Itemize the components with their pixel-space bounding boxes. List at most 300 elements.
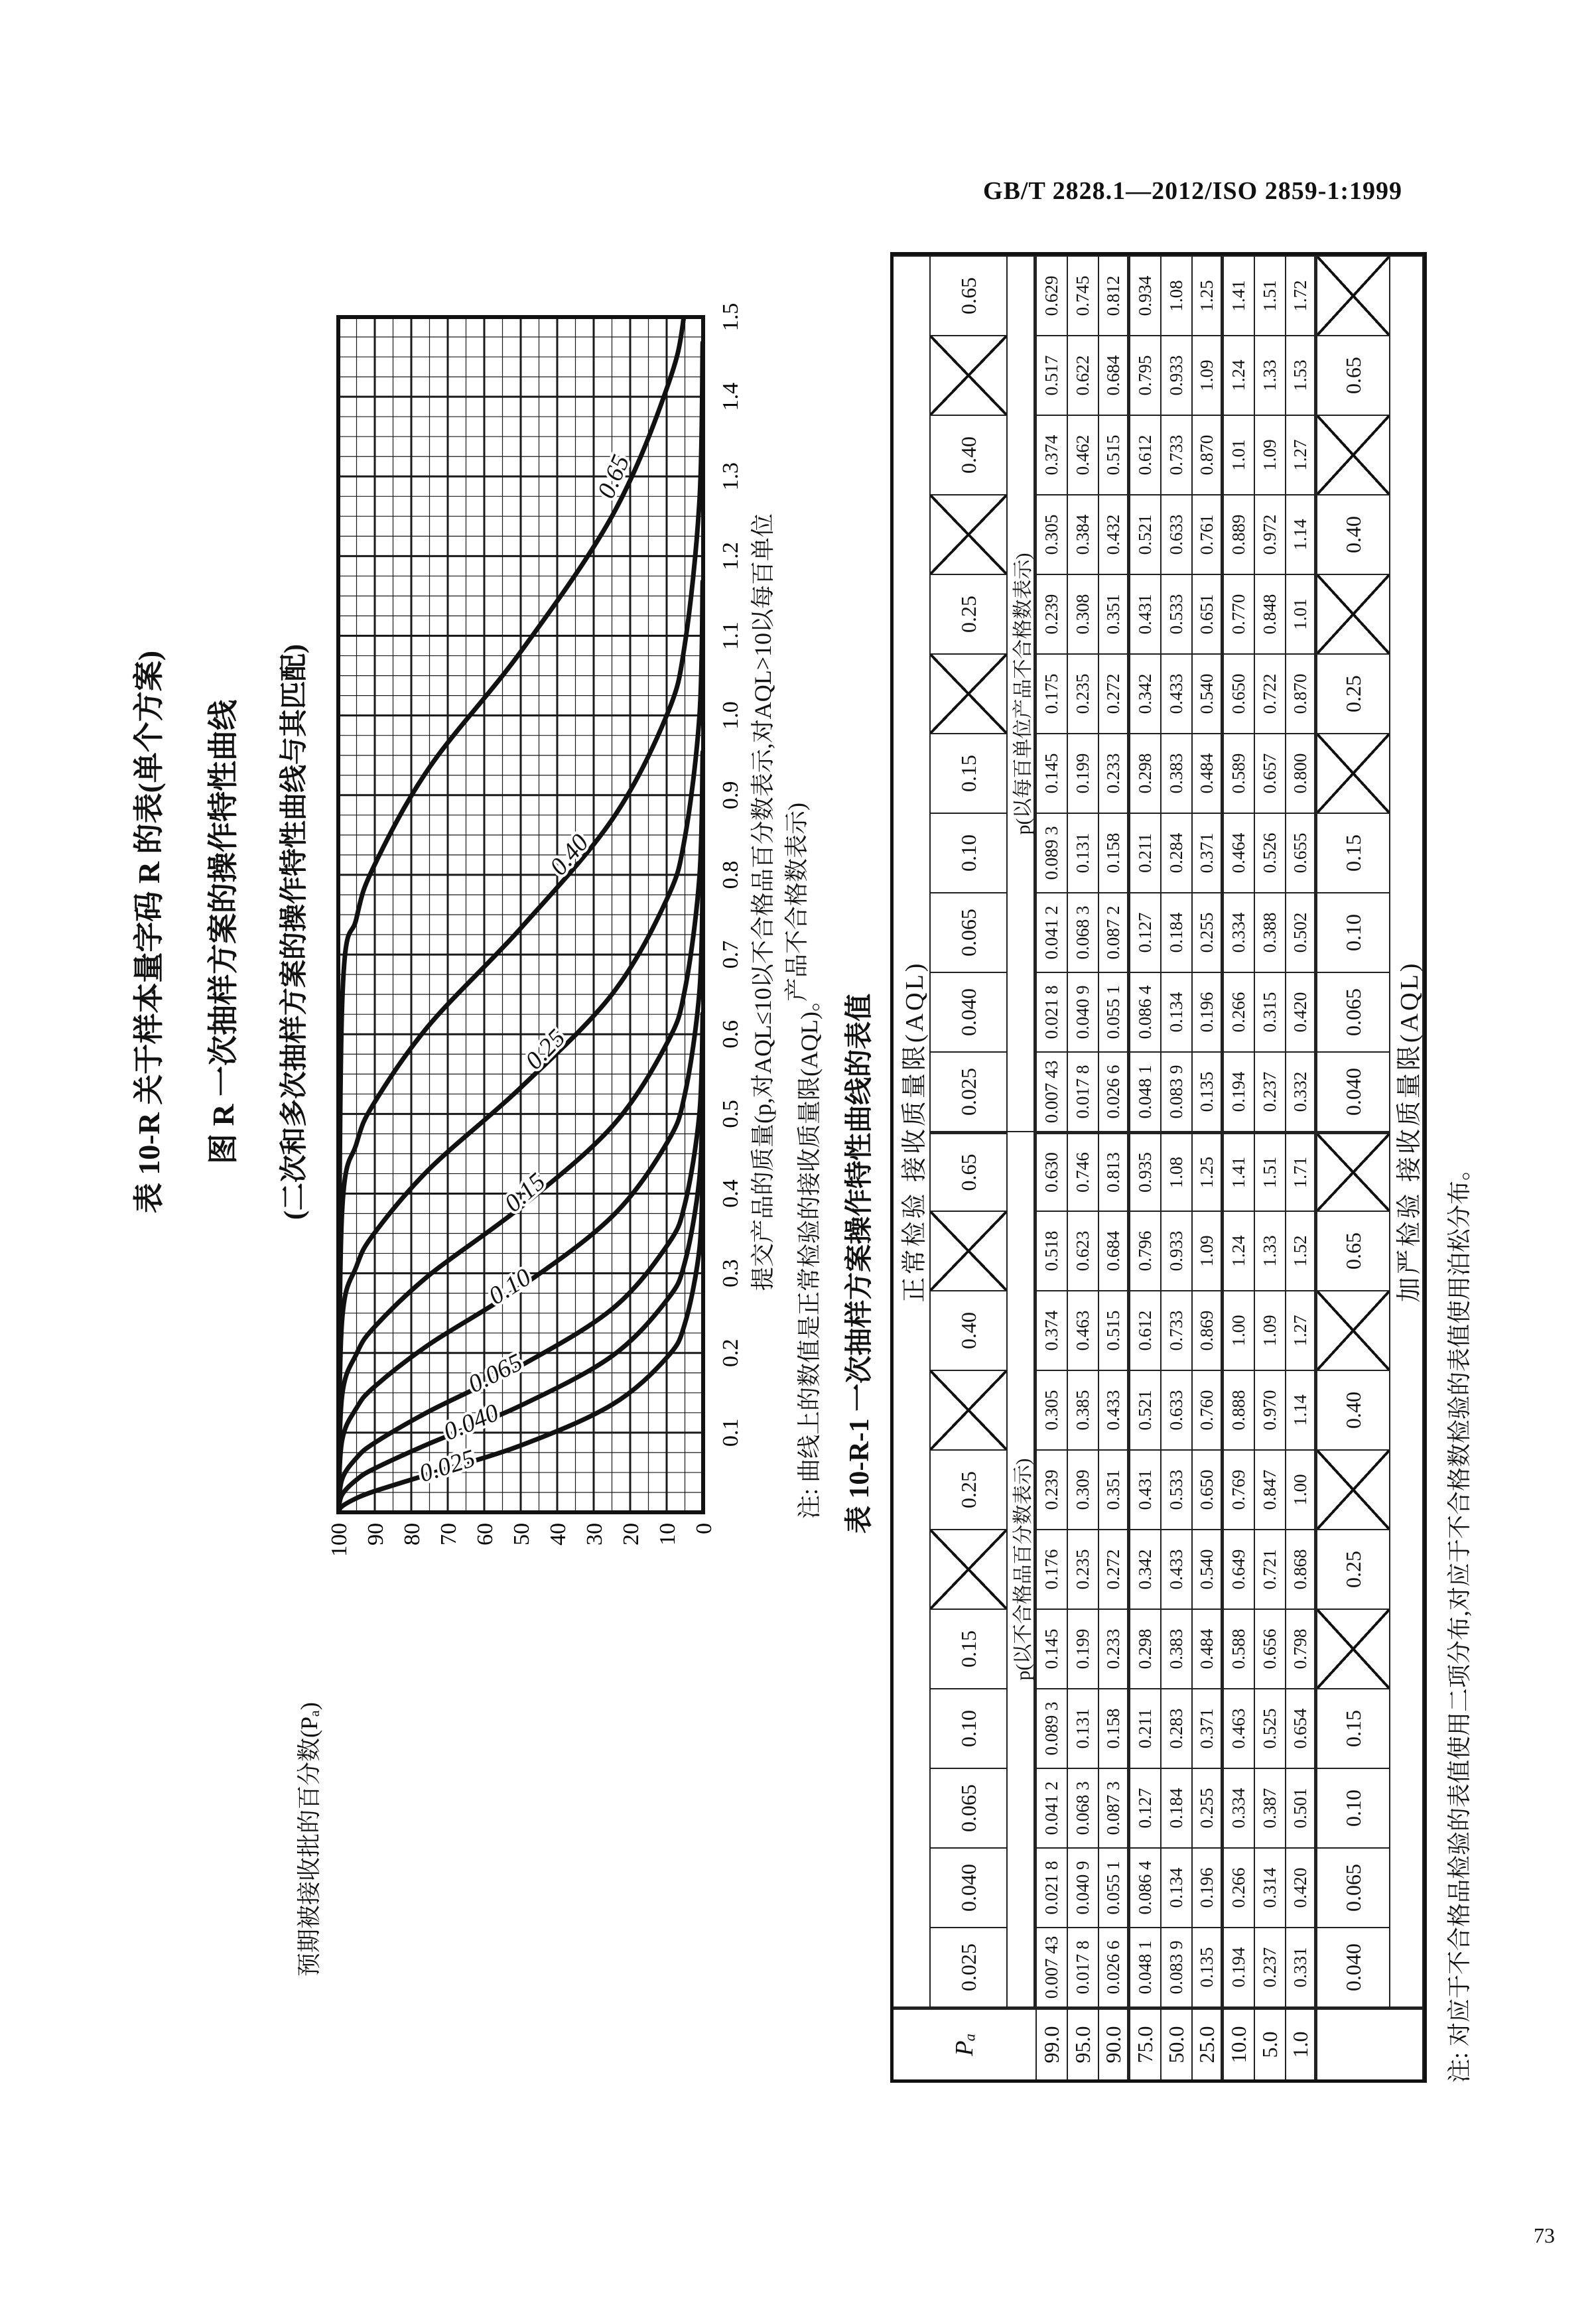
oc-table-value: 0.868 [1286, 1529, 1317, 1609]
page-number: 73 [1534, 2223, 1555, 2247]
tightened-aql-value: 0.10 [1317, 1768, 1390, 1847]
oc-table-value: 0.684 [1099, 1211, 1130, 1290]
oc-table-value: 0.196 [1193, 1847, 1224, 1927]
oc-table-value: 0.351 [1099, 574, 1130, 653]
normal-aql-value: 0.025 [931, 1927, 1008, 2006]
oc-table-value: 0.848 [1255, 574, 1286, 653]
oc-table-value: 1.27 [1286, 415, 1317, 494]
oc-table-value: 0.589 [1224, 733, 1255, 813]
normal-aql-value: 0.10 [931, 1688, 1008, 1768]
oc-table-value: 0.388 [1255, 892, 1286, 972]
crossed-aql-cell [1317, 1131, 1390, 1211]
oc-table-value: 0.502 [1286, 892, 1317, 972]
svg-text:50: 50 [509, 1523, 534, 1545]
oc-table-value: 1.14 [1286, 494, 1317, 574]
oc-table-value: 0.770 [1224, 574, 1255, 653]
table-note: 注: 对应于不合格品检验的表值使用二项分布,对应于不合格数检验的表值使用泊松分布。 [1446, 1156, 1473, 2083]
svg-text:0.2: 0.2 [718, 1339, 743, 1367]
oc-table-value: 0.255 [1193, 1768, 1224, 1847]
normal-aql-value: 0.25 [931, 574, 1008, 653]
oc-table-value: 0.131 [1068, 813, 1099, 892]
oc-table-value: 0.387 [1255, 1768, 1286, 1847]
crossed-aql-cell [1317, 255, 1390, 335]
oc-table-value: 0.800 [1286, 733, 1317, 813]
oc-table-value: 0.934 [1130, 255, 1162, 335]
normal-aql-value: 0.040 [931, 972, 1008, 1051]
oc-table-value: 0.746 [1068, 1131, 1099, 1211]
oc-table-value: 1.08 [1162, 255, 1193, 335]
pa-row-label: 99.0 [1037, 2006, 1068, 2079]
oc-table-value: 0.083 9 [1162, 1927, 1193, 2006]
oc-table-value: 0.623 [1068, 1211, 1099, 1290]
oc-table-value: 1.53 [1286, 335, 1317, 415]
svg-text:60: 60 [473, 1523, 498, 1545]
svg-text:0.7: 0.7 [718, 940, 743, 969]
axis-tick-labels [327, 303, 743, 1557]
oc-table-value: 0.630 [1037, 1131, 1068, 1211]
oc-table-value: 0.083 9 [1162, 1051, 1193, 1131]
curve-label-0.025: 0.025 [416, 1444, 479, 1488]
oc-table-value: 0.298 [1130, 1609, 1162, 1688]
oc-table-value: 0.342 [1130, 653, 1162, 733]
oc-table-value: 0.649 [1224, 1529, 1255, 1609]
oc-table-value: 0.048 1 [1130, 1051, 1162, 1131]
oc-table-value: 1.09 [1255, 1290, 1286, 1370]
oc-table-value: 1.24 [1224, 335, 1255, 415]
oc-table-value: 0.308 [1068, 574, 1099, 653]
oc-table-value: 0.432 [1099, 494, 1130, 574]
oc-table-value: 0.933 [1162, 335, 1193, 415]
oc-table-value: 0.089 3 [1037, 1688, 1068, 1768]
oc-table-value: 0.021 8 [1037, 972, 1068, 1051]
oc-table-value: 0.145 [1037, 1609, 1068, 1688]
normal-aql-value: 0.25 [931, 1449, 1008, 1529]
oc-table-value: 0.761 [1193, 494, 1224, 574]
standard-number: GB/T 2828.1—2012/ISO 2859-1:1999 [983, 177, 1402, 205]
svg-text:0.5: 0.5 [718, 1100, 743, 1128]
oc-table-value: 0.935 [1130, 1131, 1162, 1211]
oc-table-value: 1.25 [1193, 255, 1224, 335]
oc-table-value: 1.71 [1286, 1131, 1317, 1211]
oc-table-value: 0.298 [1130, 733, 1162, 813]
oc-table-value: 0.612 [1130, 1290, 1162, 1370]
oc-table-value: 0.135 [1193, 1927, 1224, 2006]
svg-text:1.4: 1.4 [718, 382, 743, 411]
svg-text:0.3: 0.3 [718, 1259, 743, 1287]
oc-table-value: 1.14 [1286, 1370, 1317, 1449]
oc-table-value: 0.383 [1162, 733, 1193, 813]
oc-table-value: 0.464 [1224, 813, 1255, 892]
oc-table-value: 0.515 [1099, 415, 1130, 494]
oc-table-value: 0.087 3 [1099, 1768, 1130, 1847]
oc-table-value: 0.540 [1193, 653, 1224, 733]
oc-table-value: 0.657 [1255, 733, 1286, 813]
svg-text:0.9: 0.9 [718, 781, 743, 810]
oc-table-value: 0.517 [1037, 335, 1068, 415]
oc-table-value: 0.533 [1162, 574, 1193, 653]
oc-table-value: 0.629 [1037, 255, 1068, 335]
tightened-inspection-header: 加严检验 接收质量限(AQL) [1390, 255, 1424, 2006]
crossed-aql-cell [931, 1529, 1008, 1609]
crossed-aql-cell [931, 1211, 1008, 1290]
oc-table-value: 0.087 2 [1099, 892, 1130, 972]
normal-aql-value: 0.40 [931, 1290, 1008, 1370]
chart-note: 注: 曲线上的数值是正常检验的接收质量限(AQL)。 [796, 988, 823, 1519]
oc-table-value: 0.533 [1162, 1449, 1193, 1529]
oc-table-value: 0.007 43 [1037, 1927, 1068, 2006]
svg-text:1.5: 1.5 [718, 302, 743, 332]
curve-label-0.10: 0.10 [484, 1263, 537, 1311]
oc-table-value: 0.433 [1162, 653, 1193, 733]
oc-table-value: 0.211 [1130, 1688, 1162, 1768]
oc-table-value: 0.769 [1224, 1449, 1255, 1529]
oc-table-value: 0.007 43 [1037, 1051, 1068, 1131]
oc-table-value: 0.484 [1193, 733, 1224, 813]
oc-table-value: 0.283 [1162, 1688, 1193, 1768]
tightened-aql-value: 0.065 [1317, 1847, 1390, 1927]
tightened-aql-value: 0.40 [1317, 494, 1390, 574]
oc-table-value: 1.41 [1224, 1131, 1255, 1211]
svg-text:10: 10 [655, 1523, 680, 1545]
oc-table-value: 0.314 [1255, 1847, 1286, 1927]
oc-table-value: 0.211 [1130, 813, 1162, 892]
curve-label-0.040: 0.040 [439, 1398, 503, 1447]
svg-text:90: 90 [364, 1523, 388, 1545]
crossed-aql-cell [1317, 1290, 1390, 1370]
tightened-aql-value: 0.040 [1317, 1051, 1390, 1131]
group-percent-nonconforming-label: p(以不合格品百分数表示) [1008, 1131, 1037, 2006]
svg-text:1.3: 1.3 [718, 462, 743, 491]
tightened-aql-value: 0.65 [1317, 1211, 1390, 1290]
oc-table-value: 0.237 [1255, 1051, 1286, 1131]
oc-table-value: 0.721 [1255, 1529, 1286, 1609]
pa-row-label: 95.0 [1068, 2006, 1099, 2079]
oc-table-value: 0.972 [1255, 494, 1286, 574]
oc-table-value: 0.184 [1162, 1768, 1193, 1847]
oc-table-value: 0.017 8 [1068, 1927, 1099, 2006]
oc-table-value: 0.540 [1193, 1529, 1224, 1609]
y-axis-label: 预期被接收批的百分数(Pₐ) [296, 1702, 322, 1977]
oc-table-value: 1.00 [1286, 1449, 1317, 1529]
oc-table-value: 0.068 3 [1068, 1768, 1099, 1847]
chart-grid [338, 317, 703, 1512]
oc-table-value: 0.194 [1224, 1051, 1255, 1131]
oc-table-value: 0.309 [1068, 1449, 1099, 1529]
oc-table-value: 0.334 [1224, 892, 1255, 972]
oc-table-value: 0.813 [1099, 1131, 1130, 1211]
oc-table-value: 0.650 [1224, 653, 1255, 733]
oc-table-value: 0.305 [1037, 494, 1068, 574]
oc-table-value: 0.654 [1286, 1688, 1317, 1768]
oc-table-value: 0.431 [1130, 574, 1162, 653]
oc-table-value: 0.048 1 [1130, 1927, 1162, 2006]
oc-table-value: 0.199 [1068, 733, 1099, 813]
svg-text:0.6: 0.6 [718, 1019, 743, 1049]
tightened-aql-value: 0.15 [1317, 1688, 1390, 1768]
oc-table-value: 0.869 [1193, 1290, 1224, 1370]
oc-table-value: 0.334 [1224, 1768, 1255, 1847]
normal-inspection-header: 正常检验 接收质量限(AQL) [894, 255, 931, 2006]
svg-text:0: 0 [692, 1523, 716, 1534]
oc-table-value: 0.041 2 [1037, 1768, 1068, 1847]
oc-table-value: 0.371 [1193, 1688, 1224, 1768]
oc-table-value: 1.33 [1255, 335, 1286, 415]
crossed-aql-cell [1317, 1449, 1390, 1529]
oc-table-value: 0.371 [1193, 813, 1224, 892]
oc-table-value: 0.086 4 [1130, 1847, 1162, 1927]
pa-column-header: Pₐ [894, 2006, 1037, 2079]
svg-text:100: 100 [327, 1523, 352, 1557]
crossed-aql-cell [931, 335, 1008, 415]
tightened-aql-value: 0.40 [1317, 1370, 1390, 1449]
pa-row-label: 5.0 [1255, 2006, 1286, 2079]
oc-table-value: 0.384 [1068, 494, 1099, 574]
oc-table-value: 0.847 [1255, 1449, 1286, 1529]
oc-table-value: 0.684 [1099, 335, 1130, 415]
oc-table-value: 0.233 [1099, 1609, 1130, 1688]
oc-table-value: 0.176 [1037, 1529, 1068, 1609]
svg-text:1.1: 1.1 [718, 622, 743, 650]
oc-table-value: 1.41 [1224, 255, 1255, 335]
oc-table-value: 0.433 [1162, 1529, 1193, 1609]
oc-table-value: 0.134 [1162, 1847, 1193, 1927]
normal-aql-value: 0.040 [931, 1847, 1008, 1927]
oc-table-value: 1.08 [1162, 1131, 1193, 1211]
oc-table-value: 0.145 [1037, 733, 1068, 813]
tightened-aql-value: 0.10 [1317, 892, 1390, 972]
oc-table-value: 0.889 [1224, 494, 1255, 574]
oc-table-value: 0.184 [1162, 892, 1193, 972]
oc-table-value: 0.795 [1130, 335, 1162, 415]
pa-row-label: 50.0 [1162, 2006, 1193, 2079]
oc-table-value: 0.127 [1130, 1768, 1162, 1847]
svg-text:0.4: 0.4 [718, 1179, 743, 1208]
oc-table-value: 0.622 [1068, 335, 1099, 415]
oc-table-value: 0.196 [1193, 972, 1224, 1051]
oc-table-value: 0.127 [1130, 892, 1162, 972]
oc-table-value: 1.33 [1255, 1211, 1286, 1290]
normal-aql-value: 0.40 [931, 415, 1008, 494]
oc-table-value: 0.588 [1224, 1609, 1255, 1688]
oc-table-value: 0.501 [1286, 1768, 1317, 1847]
oc-table-value: 0.158 [1099, 1688, 1130, 1768]
oc-table-value: 0.745 [1068, 255, 1099, 335]
svg-text:70: 70 [436, 1523, 461, 1545]
oc-values-table [890, 252, 1427, 2083]
oc-table-value: 0.305 [1037, 1370, 1068, 1449]
oc-table-value: 0.342 [1130, 1529, 1162, 1609]
oc-table-value: 0.255 [1193, 892, 1224, 972]
oc-table-value: 0.235 [1068, 653, 1099, 733]
oc-table-value: 1.00 [1224, 1290, 1255, 1370]
oc-table-value: 0.040 9 [1068, 1847, 1099, 1927]
oc-table-value: 0.521 [1130, 1370, 1162, 1449]
figure-title-block [125, 202, 312, 1662]
oc-table-value: 1.27 [1286, 1290, 1317, 1370]
tightened-aql-value: 0.65 [1317, 335, 1390, 415]
oc-table-value: 0.040 9 [1068, 972, 1099, 1051]
normal-aql-value: 0.65 [931, 1131, 1008, 1211]
oc-table-value: 0.237 [1255, 1927, 1286, 2006]
oc-table-value: 0.026 6 [1099, 1927, 1130, 2006]
normal-aql-value: 0.065 [931, 1768, 1008, 1847]
oc-table-value: 0.433 [1099, 1370, 1130, 1449]
oc-table-value: 0.722 [1255, 653, 1286, 733]
oc-table-value: 1.09 [1193, 1211, 1224, 1290]
oc-table-value: 0.331 [1286, 1927, 1317, 2006]
oc-table-value: 0.175 [1037, 653, 1068, 733]
svg-text:1.0: 1.0 [718, 701, 743, 730]
svg-text:40: 40 [546, 1523, 570, 1545]
oc-table-value: 0.026 6 [1099, 1051, 1130, 1131]
normal-aql-value: 0.065 [931, 892, 1008, 972]
curve-label-0.40: 0.40 [544, 828, 594, 881]
oc-table-value: 0.272 [1099, 653, 1130, 733]
x-axis-label: 提交产品的质量(p,对AQL≤10以不合格品百分数表示,对AQL>10以每百单位产品不合格数表示) [750, 513, 810, 1291]
oc-table-value: 0.089 3 [1037, 813, 1068, 892]
svg-text:0.8: 0.8 [718, 860, 743, 889]
curve-label-0.15: 0.15 [499, 1167, 551, 1218]
crossed-aql-cell [931, 653, 1008, 733]
crossed-aql-cell [1317, 415, 1390, 494]
oc-table-value: 0.041 2 [1037, 892, 1068, 972]
oc-table-value: 0.374 [1037, 1290, 1068, 1370]
oc-table-value: 0.462 [1068, 415, 1099, 494]
oc-table-value: 1.25 [1193, 1131, 1224, 1211]
oc-table-value: 0.134 [1162, 972, 1193, 1051]
table-10r-title: 表 10-R 关于样本量字码 R 的表(单个方案) [132, 650, 166, 1214]
table-caption: 表 10-R-1 一次抽样方案操作特性曲线的表值 [844, 993, 875, 1534]
oc-table-value: 0.484 [1193, 1609, 1224, 1688]
oc-table-value: 0.760 [1193, 1370, 1224, 1449]
curve-label-0.65: 0.65 [592, 450, 635, 503]
svg-text:0.1: 0.1 [718, 1418, 743, 1447]
oc-table-value: 0.135 [1193, 1051, 1224, 1131]
oc-table-value: 0.158 [1099, 813, 1130, 892]
figure-r-title: 图 R 一次抽样方案的操作特性曲线 [206, 699, 240, 1165]
oc-table-value: 0.812 [1099, 255, 1130, 335]
oc-table-value: 0.650 [1193, 1449, 1224, 1529]
figure-r-subtitle: (二次和多次抽样方案的操作特性曲线与其匹配) [279, 644, 310, 1220]
oc-table-value: 0.525 [1255, 1688, 1286, 1768]
oc-table-value: 1.51 [1255, 1131, 1286, 1211]
oc-table-value: 0.233 [1099, 733, 1130, 813]
oc-table-value: 0.332 [1286, 1051, 1317, 1131]
oc-table-value: 0.420 [1286, 1847, 1317, 1927]
oc-table-value: 0.518 [1037, 1211, 1068, 1290]
oc-table-value: 0.272 [1099, 1529, 1130, 1609]
oc-table-value: 0.086 4 [1130, 972, 1162, 1051]
crossed-aql-cell [1317, 574, 1390, 653]
oc-table-value: 1.52 [1286, 1211, 1317, 1290]
tightened-aql-value: 0.040 [1317, 1927, 1390, 2006]
oc-table-value: 0.266 [1224, 1847, 1255, 1927]
tightened-aql-value: 0.065 [1317, 972, 1390, 1051]
normal-aql-value: 0.025 [931, 1051, 1008, 1131]
oc-table-value: 0.633 [1162, 494, 1193, 574]
normal-aql-value: 0.15 [931, 733, 1008, 813]
oc-table-value: 1.01 [1224, 415, 1255, 494]
oc-table-value: 1.09 [1255, 415, 1286, 494]
oc-table-value: 0.521 [1130, 494, 1162, 574]
normal-aql-value: 0.15 [931, 1609, 1008, 1688]
tightened-aql-value: 0.15 [1317, 813, 1390, 892]
oc-table-value: 0.068 3 [1068, 892, 1099, 972]
oc-table-value: 0.463 [1224, 1688, 1255, 1768]
pa-row-label: 1.0 [1286, 2006, 1317, 2079]
svg-text:30: 30 [582, 1523, 607, 1545]
oc-table-value: 0.431 [1130, 1449, 1162, 1529]
oc-table-value: 0.235 [1068, 1529, 1099, 1609]
tightened-aql-value: 0.25 [1317, 1529, 1390, 1609]
oc-table-value: 0.374 [1037, 415, 1068, 494]
curve-label-0.065: 0.065 [464, 1348, 527, 1399]
oc-table-value: 0.515 [1099, 1290, 1130, 1370]
oc-table-value: 0.612 [1130, 415, 1162, 494]
oc-table-value: 0.463 [1068, 1290, 1099, 1370]
oc-table-value: 0.194 [1224, 1927, 1255, 2006]
normal-aql-value: 0.10 [931, 813, 1008, 892]
oc-table-value: 0.651 [1193, 574, 1224, 653]
oc-table-value: 0.351 [1099, 1449, 1130, 1529]
oc-table-value: 0.888 [1224, 1370, 1255, 1449]
oc-table-value: 0.656 [1255, 1609, 1286, 1688]
oc-table-value: 1.24 [1224, 1211, 1255, 1290]
oc-table-value: 0.420 [1286, 972, 1317, 1051]
oc-table-value: 0.239 [1037, 1449, 1068, 1529]
oc-table-value: 0.733 [1162, 415, 1193, 494]
oc-table-value: 0.131 [1068, 1688, 1099, 1768]
pa-row-label: 75.0 [1130, 2006, 1162, 2079]
oc-table-value: 1.09 [1193, 335, 1224, 415]
normal-aql-value: 0.65 [931, 255, 1008, 335]
rotated-landscape-content [113, 119, 1486, 2103]
oc-table-value: 0.633 [1162, 1370, 1193, 1449]
oc-table-value: 0.870 [1286, 653, 1317, 733]
oc-table-value: 1.01 [1286, 574, 1317, 653]
oc-table-value: 0.021 8 [1037, 1847, 1068, 1927]
oc-table-value: 0.315 [1255, 972, 1286, 1051]
oc-table-value: 0.655 [1286, 813, 1317, 892]
oc-table-value: 0.284 [1162, 813, 1193, 892]
oc-table-value: 0.526 [1255, 813, 1286, 892]
oc-table-value: 0.796 [1130, 1211, 1162, 1290]
oc-table-value: 0.933 [1162, 1211, 1193, 1290]
oc-table-value: 0.055 1 [1099, 972, 1130, 1051]
oc-table-value: 0.055 1 [1099, 1847, 1130, 1927]
pa-row-label: 10.0 [1224, 2006, 1255, 2079]
crossed-aql-cell [1317, 1609, 1390, 1688]
svg-text:80: 80 [400, 1523, 425, 1545]
crossed-aql-cell [1317, 733, 1390, 813]
curve-label-0.25: 0.25 [519, 1023, 571, 1075]
oc-table-value: 1.51 [1255, 255, 1286, 335]
group-per-hundred-units-label: p(以每百单位产品不合格数表示) [1008, 255, 1037, 1131]
oc-table-value: 0.017 8 [1068, 1051, 1099, 1131]
crossed-aql-cell [931, 1370, 1008, 1449]
svg-text:1.2: 1.2 [718, 542, 743, 570]
pa-row-label: 25.0 [1193, 2006, 1224, 2079]
tightened-aql-value: 0.25 [1317, 653, 1390, 733]
oc-table-value: 0.733 [1162, 1290, 1193, 1370]
oc-table-value: 0.870 [1193, 415, 1224, 494]
pa-row-label: 90.0 [1099, 2006, 1130, 2079]
oc-table-value: 0.798 [1286, 1609, 1317, 1688]
empty-corner-cell [1317, 2006, 1424, 2079]
oc-table-value: 0.199 [1068, 1609, 1099, 1688]
oc-table-value: 0.239 [1037, 574, 1068, 653]
oc-table-value: 0.970 [1255, 1370, 1286, 1449]
